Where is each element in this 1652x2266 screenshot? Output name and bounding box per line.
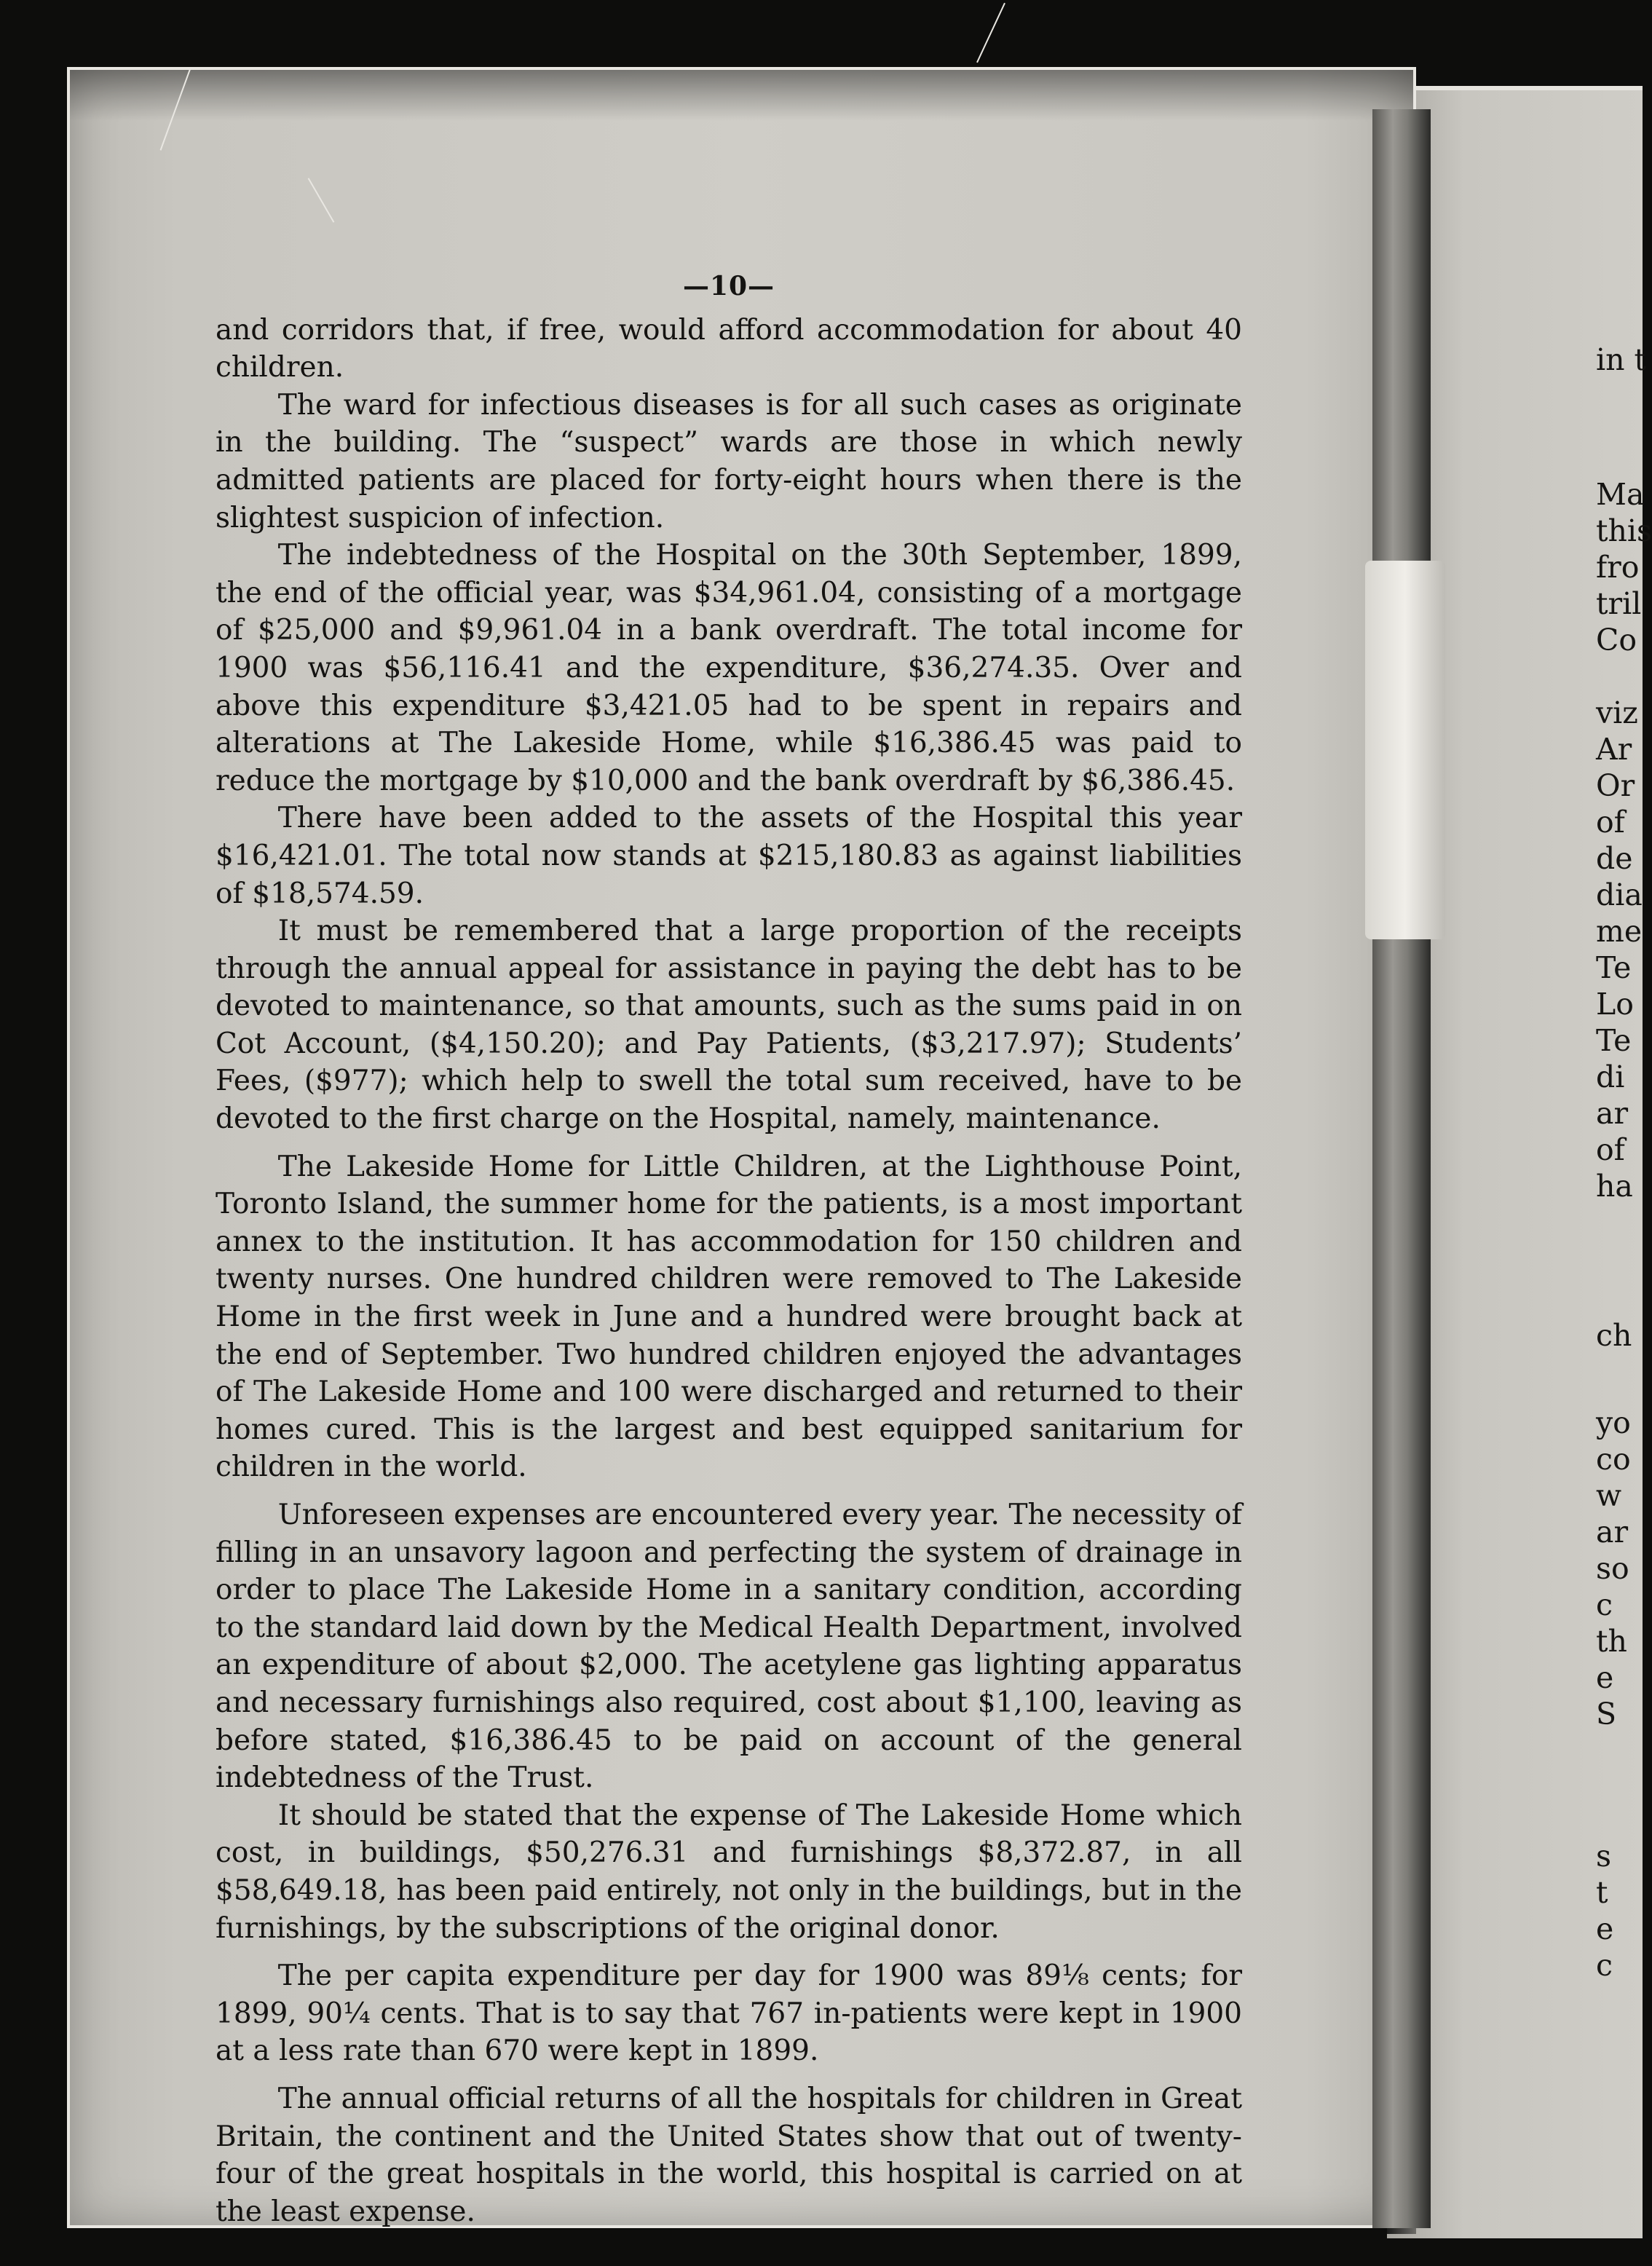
right-fragment: de (1596, 841, 1633, 876)
paragraph: The ward for infectious diseases is for all such cases as originate in the building. The “suspect” wards are those in which newly admitted patients are placed for forty-eight hours when there is the slightest suspicion of infection. (216, 388, 1242, 534)
paragraph: Unforeseen expenses are encountered every year. The necessity of filling in an unsavory lagoon and perfecting the system of drainage in order to place The Lakeside Home in a sanitary condition, according to the standard laid down by the Medical Health Department, involved an expenditure of about $2,000. The acetylene gas lighting apparatus and necessary furnishings also required, cost about $1,100, leaving as before stated, $16,386.45 to be paid on account of the general indebtedness of the Trust. (216, 1499, 1242, 1795)
right-fragment: w (1596, 1478, 1622, 1513)
right-fragment: e (1596, 1911, 1614, 1946)
right-fragment: Te (1596, 1023, 1632, 1058)
right-fragment: s (1596, 1839, 1612, 1874)
right-fragment: ha (1596, 1169, 1633, 1204)
paragraph: The per capita expenditure per day for 1900 was 89⅛ cents; for 1899, 90¼ cents. That is to say that 767 in-patients were kept in 1900 at a less rate than 670 were kept in 1899. (216, 1959, 1242, 2068)
right-fragment: e (1596, 1660, 1614, 1695)
right-fragment: ar (1596, 1515, 1629, 1550)
right-fragment: Co (1596, 623, 1637, 658)
right-fragment: of (1596, 1132, 1625, 1167)
right-fragment: S (1596, 1697, 1617, 1732)
right-fragment: th (1596, 1624, 1627, 1659)
right-fragment: this (1596, 513, 1652, 548)
right-fragment: dia (1596, 877, 1643, 912)
right-fragment: of (1596, 805, 1625, 840)
right-fragment: ch (1596, 1318, 1632, 1353)
right-fragment: fro (1596, 550, 1640, 585)
paragraph: The annual official returns of all the hospitals for children in Great Britain, the continent and the United States show that out of twenty-four of the great hospitals in the world, this hospital is carried on at the least expense. (216, 2082, 1242, 2228)
right-fragment: me (1596, 914, 1643, 949)
right-fragment: Te (1596, 950, 1632, 985)
right-fragment: viz (1596, 695, 1638, 730)
paragraph: There have been added to the assets of the Hospital this year $16,421.01. The total now stands at $215,180.83 as against liabilities of $18,574.59. (216, 802, 1242, 910)
paragraph: The Lakeside Home for Little Children, at the Lighthouse Point, Toronto Island, the summer home for the patients, is a most important annex to the institution. It has accommodation for 150 children and twenty nurses. One hundred children were removed to The Lakeside Home in the first week in June and a hundred were brought back at the end of September. Two hundred children enjoyed the advantages of The Lakeside Home and 100 were discharged and returned to their homes cured. This is the largest and best equipped sanitarium for children in the world. (216, 1150, 1242, 1484)
right-fragment: c (1596, 1948, 1613, 1983)
paragraph: It must be remembered that a large proportion of the receipts through the annual appeal for assistance in paying the debt has to be devoted to maintenance, so that amounts, such as the sums paid in on Cot Account, ($4,150.20); and Pay Patients, ($3,217.97); Students’ Fees, ($977); which help to swell the total sum received, have to be devoted to the first charge on the Hospital, namely, maintenance. (216, 915, 1242, 1136)
right-fragment: in t (1596, 342, 1647, 377)
right-fragment: Ar (1596, 732, 1632, 767)
film-scratch (976, 3, 1005, 63)
right-fragment: co (1596, 1442, 1631, 1477)
right-fragment: yo (1596, 1405, 1631, 1440)
page-text-column (216, 268, 1242, 2230)
paragraph: The indebtedness of the Hospital on the 30th September, 1899, the end of the official year, was $34,961.04, consisting of a mortgage of $25,000 and $9,961.04 in a bank overdraft. The total income for 1900 was $56,116.41 and the expenditure, $36,274.35. Over and above this expenditure $3,421.05 had to be spent in repairs and alterations at The Lakeside Home, while $16,386.45 was paid to reduce the mortgage by $10,000 and the bank overdraft by $6,386.45. (216, 539, 1242, 797)
page-top-shadow (70, 70, 1413, 121)
right-fragment: so (1596, 1551, 1629, 1586)
right-fragment: c (1596, 1587, 1613, 1622)
paragraph: It should be stated that the expense of The Lakeside Home which cost, in buildings, $50,276.31 and furnishings $8,372.87, in all $58,649.18, has been paid entirely, not only in the buildings, but in the furnishings, by the subscriptions of the original donor. (216, 1799, 1242, 1945)
right-fragment: Lo (1596, 987, 1634, 1022)
binding-tab (1365, 561, 1445, 939)
right-fragment: t (1596, 1875, 1608, 1910)
right-fragment: Ma (1596, 477, 1645, 512)
right-fragment: Or (1596, 768, 1635, 803)
paragraph: and corridors that, if free, would afford accommodation for about 40 children. (216, 313, 1242, 384)
right-fragment: tril (1596, 586, 1642, 621)
book-gutter (1372, 109, 1431, 2228)
right-fragment: ar (1596, 1096, 1629, 1131)
right-fragment: di (1596, 1059, 1625, 1094)
page-number: —10— (682, 271, 775, 301)
